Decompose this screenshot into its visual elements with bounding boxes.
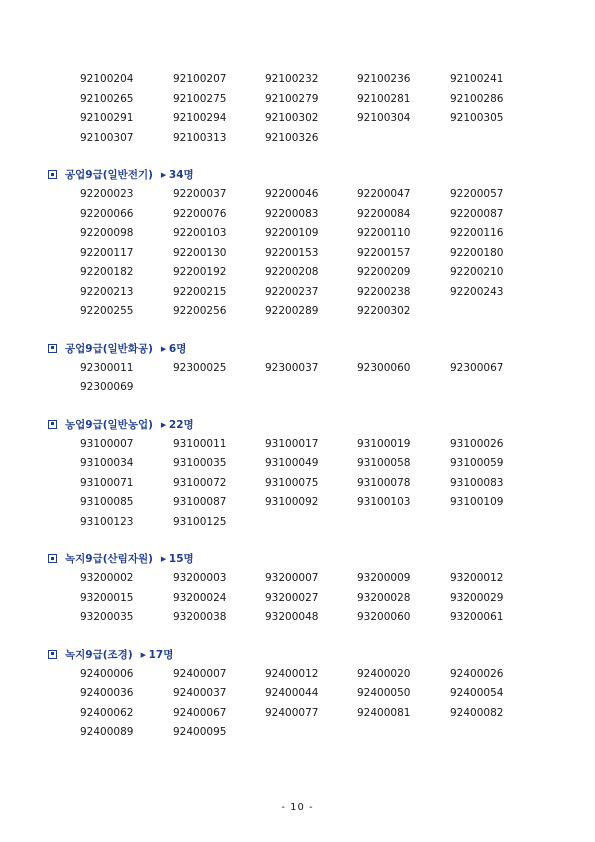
applicant-number: 92400037	[173, 687, 227, 699]
number-row	[0, 569, 595, 589]
exam-category-section	[0, 549, 595, 628]
applicant-number: 92200153	[265, 246, 319, 259]
applicant-number: 92400026	[450, 667, 504, 680]
applicant-number: 92200255	[80, 305, 134, 317]
applicant-number: 93200002	[80, 572, 134, 584]
applicant-number: 92200130	[173, 246, 227, 259]
applicant-number: 92200046	[265, 188, 319, 200]
applicant-number: 92400050	[357, 687, 411, 699]
applicant-number: 92100275	[173, 92, 227, 105]
square-bullet-icon	[48, 650, 57, 659]
applicant-number: 92100304	[357, 112, 411, 124]
applicant-number: 93100035	[173, 457, 227, 469]
applicant-number: 92400081	[357, 706, 411, 719]
exam-category-section	[0, 415, 595, 533]
applicant-number: 93200003	[173, 572, 227, 584]
applicant-number: 92200047	[357, 188, 411, 200]
number-row	[0, 435, 595, 455]
number-row	[0, 109, 595, 129]
applicant-number: 92200237	[265, 285, 319, 298]
applicant-number: 93100007	[80, 437, 134, 450]
triangle-arrow-icon: ▶	[160, 555, 167, 563]
number-row	[0, 513, 595, 533]
applicant-number: 92400077	[265, 706, 319, 719]
applicant-number: 92100279	[265, 92, 319, 105]
section-header	[0, 549, 595, 569]
applicant-number: 92200238	[357, 285, 411, 298]
applicant-number: 93200012	[450, 572, 504, 584]
applicant-number: 92200302	[357, 305, 411, 317]
applicant-number: 93100087	[173, 496, 227, 508]
applicant-number: 93100123	[80, 515, 134, 528]
applicant-number: 92100326	[265, 131, 319, 144]
number-row	[0, 224, 595, 244]
section-count: 22명	[168, 418, 194, 431]
applicant-number: 92200215	[173, 285, 227, 298]
applicant-number: 92300067	[450, 361, 504, 374]
square-bullet-icon	[48, 554, 57, 563]
applicant-number: 92200210	[450, 266, 504, 278]
applicant-number: 92200157	[357, 246, 411, 259]
applicant-number: 93100058	[357, 457, 411, 469]
document-body	[0, 70, 595, 743]
applicant-number: 93200060	[357, 611, 411, 623]
applicant-number: 92200116	[450, 227, 504, 239]
section-title: 공업9급(일반전기)	[65, 169, 153, 181]
section-header	[0, 645, 595, 665]
applicant-number: 93100092	[265, 496, 319, 508]
section-count: 17명	[148, 648, 174, 661]
applicant-number: 92200213	[80, 285, 134, 298]
applicant-number: 93100083	[450, 476, 504, 489]
applicant-number: 92400012	[265, 667, 319, 680]
applicant-number: 92400067	[173, 706, 227, 719]
applicant-number: 92400036	[80, 687, 134, 699]
applicant-number: 92200192	[173, 266, 227, 278]
applicant-number: 92300060	[357, 361, 411, 374]
applicant-number: 92200037	[173, 188, 227, 200]
applicant-number: 93200028	[357, 591, 411, 604]
applicant-number: 92200110	[357, 227, 411, 239]
applicant-number: 92200256	[173, 305, 227, 317]
applicant-number: 92100286	[450, 92, 504, 105]
page-number: - 10 -	[281, 802, 314, 813]
applicant-number: 93200007	[265, 572, 319, 584]
applicant-number: 92200103	[173, 227, 227, 239]
section-header	[0, 165, 595, 185]
applicant-number: 92200117	[80, 246, 134, 259]
section-title: 농업9급(일반농업)	[65, 418, 153, 431]
square-bullet-icon	[48, 170, 57, 179]
number-row	[0, 263, 595, 283]
applicant-number: 93100075	[265, 476, 319, 489]
applicant-number: 93100072	[173, 476, 227, 489]
square-bullet-icon	[48, 420, 57, 429]
applicant-number: 93200038	[173, 611, 227, 623]
applicant-number: 92100291	[80, 112, 134, 124]
number-list-continued	[0, 70, 595, 148]
applicant-number: 92100232	[265, 73, 319, 85]
applicant-number: 92200087	[450, 207, 504, 220]
applicant-number: 93200029	[450, 591, 504, 604]
number-row	[0, 244, 595, 264]
exam-category-section	[0, 165, 595, 322]
number-row	[0, 608, 595, 628]
number-row	[0, 205, 595, 225]
number-row	[0, 129, 595, 149]
applicant-number: 92400020	[357, 667, 411, 680]
section-header	[0, 415, 595, 435]
section-title: 공업9급(일반화공)	[65, 342, 153, 355]
applicant-number: 92200083	[265, 207, 319, 220]
section-count: 6명	[168, 342, 187, 355]
applicant-number: 93200061	[450, 611, 504, 623]
applicant-number: 92100294	[173, 112, 227, 124]
number-row	[0, 454, 595, 474]
applicant-number: 93100026	[450, 437, 504, 450]
applicant-number: 92400082	[450, 706, 504, 719]
triangle-arrow-icon: ▶	[160, 420, 167, 429]
applicant-number: 92100207	[173, 73, 227, 85]
section-title: 녹지9급(산림자원)	[65, 553, 153, 565]
applicant-number: 92100241	[450, 73, 504, 85]
applicant-number: 92400089	[80, 726, 134, 738]
number-row	[0, 378, 595, 398]
number-row	[0, 359, 595, 379]
applicant-number: 93100034	[80, 457, 134, 469]
number-row	[0, 70, 595, 90]
number-row	[0, 589, 595, 609]
number-row	[0, 684, 595, 704]
applicant-number: 92400006	[80, 667, 134, 680]
square-bullet-icon	[48, 344, 57, 353]
number-row	[0, 723, 595, 743]
section-count: 15명	[168, 553, 194, 565]
exam-category-section	[0, 339, 595, 398]
applicant-number: 93100071	[80, 476, 134, 489]
number-row	[0, 474, 595, 494]
applicant-number: 92200208	[265, 266, 319, 278]
applicant-number: 92300037	[265, 361, 319, 374]
applicant-number: 93200009	[357, 572, 411, 584]
number-row	[0, 704, 595, 724]
applicant-number: 92200243	[450, 285, 504, 298]
applicant-number: 93200027	[265, 591, 319, 604]
applicant-number: 92100305	[450, 112, 504, 124]
applicant-number: 92400062	[80, 706, 134, 719]
applicant-number: 93200015	[80, 591, 134, 604]
number-row	[0, 90, 595, 110]
applicant-number: 92200076	[173, 207, 227, 220]
applicant-number: 92100307	[80, 131, 134, 144]
section-title: 녹지9급(조경)	[65, 648, 133, 661]
applicant-number: 93100103	[357, 496, 411, 508]
applicant-number: 92300025	[173, 361, 227, 374]
number-row	[0, 283, 595, 303]
applicant-number: 92200182	[80, 266, 134, 278]
number-row	[0, 185, 595, 205]
applicant-number: 92200023	[80, 188, 134, 200]
applicant-number: 92200180	[450, 246, 504, 259]
triangle-arrow-icon: ▶	[140, 650, 147, 659]
triangle-arrow-icon: ▶	[160, 171, 167, 179]
applicant-number: 93200024	[173, 591, 227, 604]
applicant-number: 92200066	[80, 207, 134, 220]
applicant-number: 92300069	[80, 381, 134, 393]
section-count: 34명	[168, 169, 194, 181]
applicant-number: 93200035	[80, 611, 134, 623]
triangle-arrow-icon: ▶	[160, 344, 167, 353]
applicant-number: 93100049	[265, 457, 319, 469]
applicant-number: 92100281	[357, 92, 411, 105]
applicant-number: 92200289	[265, 305, 319, 317]
exam-category-section	[0, 645, 595, 743]
section-header	[0, 339, 595, 359]
applicant-number: 92400044	[265, 687, 319, 699]
applicant-number: 92200098	[80, 227, 134, 239]
applicant-number: 93100019	[357, 437, 411, 450]
applicant-number: 93100078	[357, 476, 411, 489]
applicant-number: 93100085	[80, 496, 134, 508]
applicant-number: 92200209	[357, 266, 411, 278]
applicant-number: 92100236	[357, 73, 411, 85]
number-row	[0, 493, 595, 513]
applicant-number: 93100011	[173, 437, 227, 450]
applicant-number: 92100204	[80, 73, 134, 85]
number-row	[0, 665, 595, 685]
applicant-number: 93100017	[265, 437, 319, 450]
applicant-number: 92200084	[357, 207, 411, 220]
applicant-number: 92400054	[450, 687, 504, 699]
applicant-number: 93100059	[450, 457, 504, 469]
applicant-number: 92400007	[173, 667, 227, 680]
number-row	[0, 302, 595, 322]
applicant-number: 93100125	[173, 515, 227, 528]
applicant-number: 92400095	[173, 726, 227, 738]
applicant-number: 92200057	[450, 188, 504, 200]
applicant-number: 92200109	[265, 227, 319, 239]
applicant-number: 92300011	[80, 361, 134, 374]
applicant-number: 93200048	[265, 611, 319, 623]
applicant-number: 92100302	[265, 112, 319, 124]
applicant-number: 92100265	[80, 92, 134, 105]
applicant-number: 93100109	[450, 496, 504, 508]
applicant-number: 92100313	[173, 131, 227, 144]
